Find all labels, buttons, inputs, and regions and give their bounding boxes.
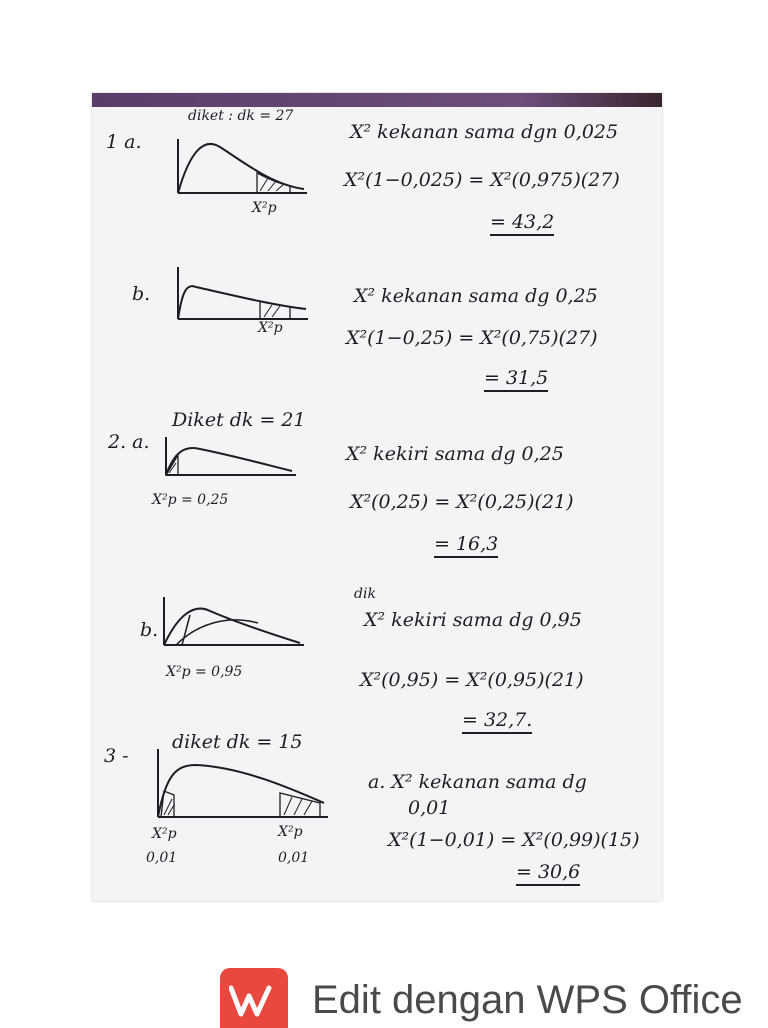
p2b-note: dik <box>354 586 376 602</box>
chi-square-curve-2a <box>160 433 300 483</box>
problem2-number: 2. a. <box>108 431 150 453</box>
p1a-line2: X²(1−0,025) = X²(0,975)(27) <box>344 169 620 191</box>
graph-value-3-right: 0,01 <box>278 850 310 866</box>
problem3-given: diket dk = 15 <box>172 731 303 753</box>
wps-w-icon <box>220 968 288 1028</box>
p1b-result: = 31,5 <box>484 369 548 392</box>
p2b-line1: X² kekiri sama dg 0,95 <box>364 609 582 631</box>
p3-result: = 30,6 <box>516 863 580 886</box>
p3-line1b: 0,01 <box>408 797 451 819</box>
p3-line2: X²(1−0,01) = X²(0,99)(15) <box>388 829 640 851</box>
graph-label-1a: X²p <box>252 200 277 216</box>
graph-value-3-left: 0,01 <box>146 850 178 866</box>
problem2b-letter: b. <box>140 619 159 641</box>
p1b-line2: X²(1−0,25) = X²(0,75)(27) <box>346 327 598 349</box>
wps-watermark-text: Edit dengan WPS Office <box>312 978 743 1022</box>
graph-label-2b: X²p = 0,95 <box>166 664 243 680</box>
p2b-result: = 32,7. <box>462 711 532 734</box>
problem1b-letter: b. <box>132 283 151 305</box>
chi-square-curve-1b <box>172 263 312 323</box>
p3-line1: a. X² kekanan sama dg <box>368 771 587 793</box>
worksheet-photo <box>92 93 662 901</box>
chi-square-curve-3 <box>152 745 332 825</box>
p2a-line2: X²(0,25) = X²(0,25)(21) <box>350 491 574 513</box>
graph-label-3-left: X²p <box>152 826 177 842</box>
graph-label-1b: X²p <box>258 320 283 336</box>
chi-square-curve-2b <box>158 593 308 653</box>
p2b-line2: X²(0,95) = X²(0,95)(21) <box>360 669 584 691</box>
graph-label-3-right: X²p <box>278 824 303 840</box>
p1a-result: = 43,2 <box>490 213 554 236</box>
p1b-line1: X² kekanan sama dg 0,25 <box>354 285 598 307</box>
problem1-given: diket : dk = 27 <box>188 108 294 124</box>
p2a-result: = 16,3 <box>434 535 498 558</box>
problem3-number: 3 - <box>104 745 129 767</box>
p1a-line1: X² kekanan sama dgn 0,025 <box>350 121 619 143</box>
graph-label-2a: X²p = 0,25 <box>152 492 229 508</box>
p2a-line1: X² kekiri sama dg 0,25 <box>346 443 564 465</box>
problem1-number: 1 a. <box>106 131 142 153</box>
chi-square-curve-1a <box>172 133 312 203</box>
top-color-band <box>92 93 662 107</box>
problem2-given: Diket dk = 21 <box>172 409 306 431</box>
wps-watermark <box>0 960 768 1024</box>
